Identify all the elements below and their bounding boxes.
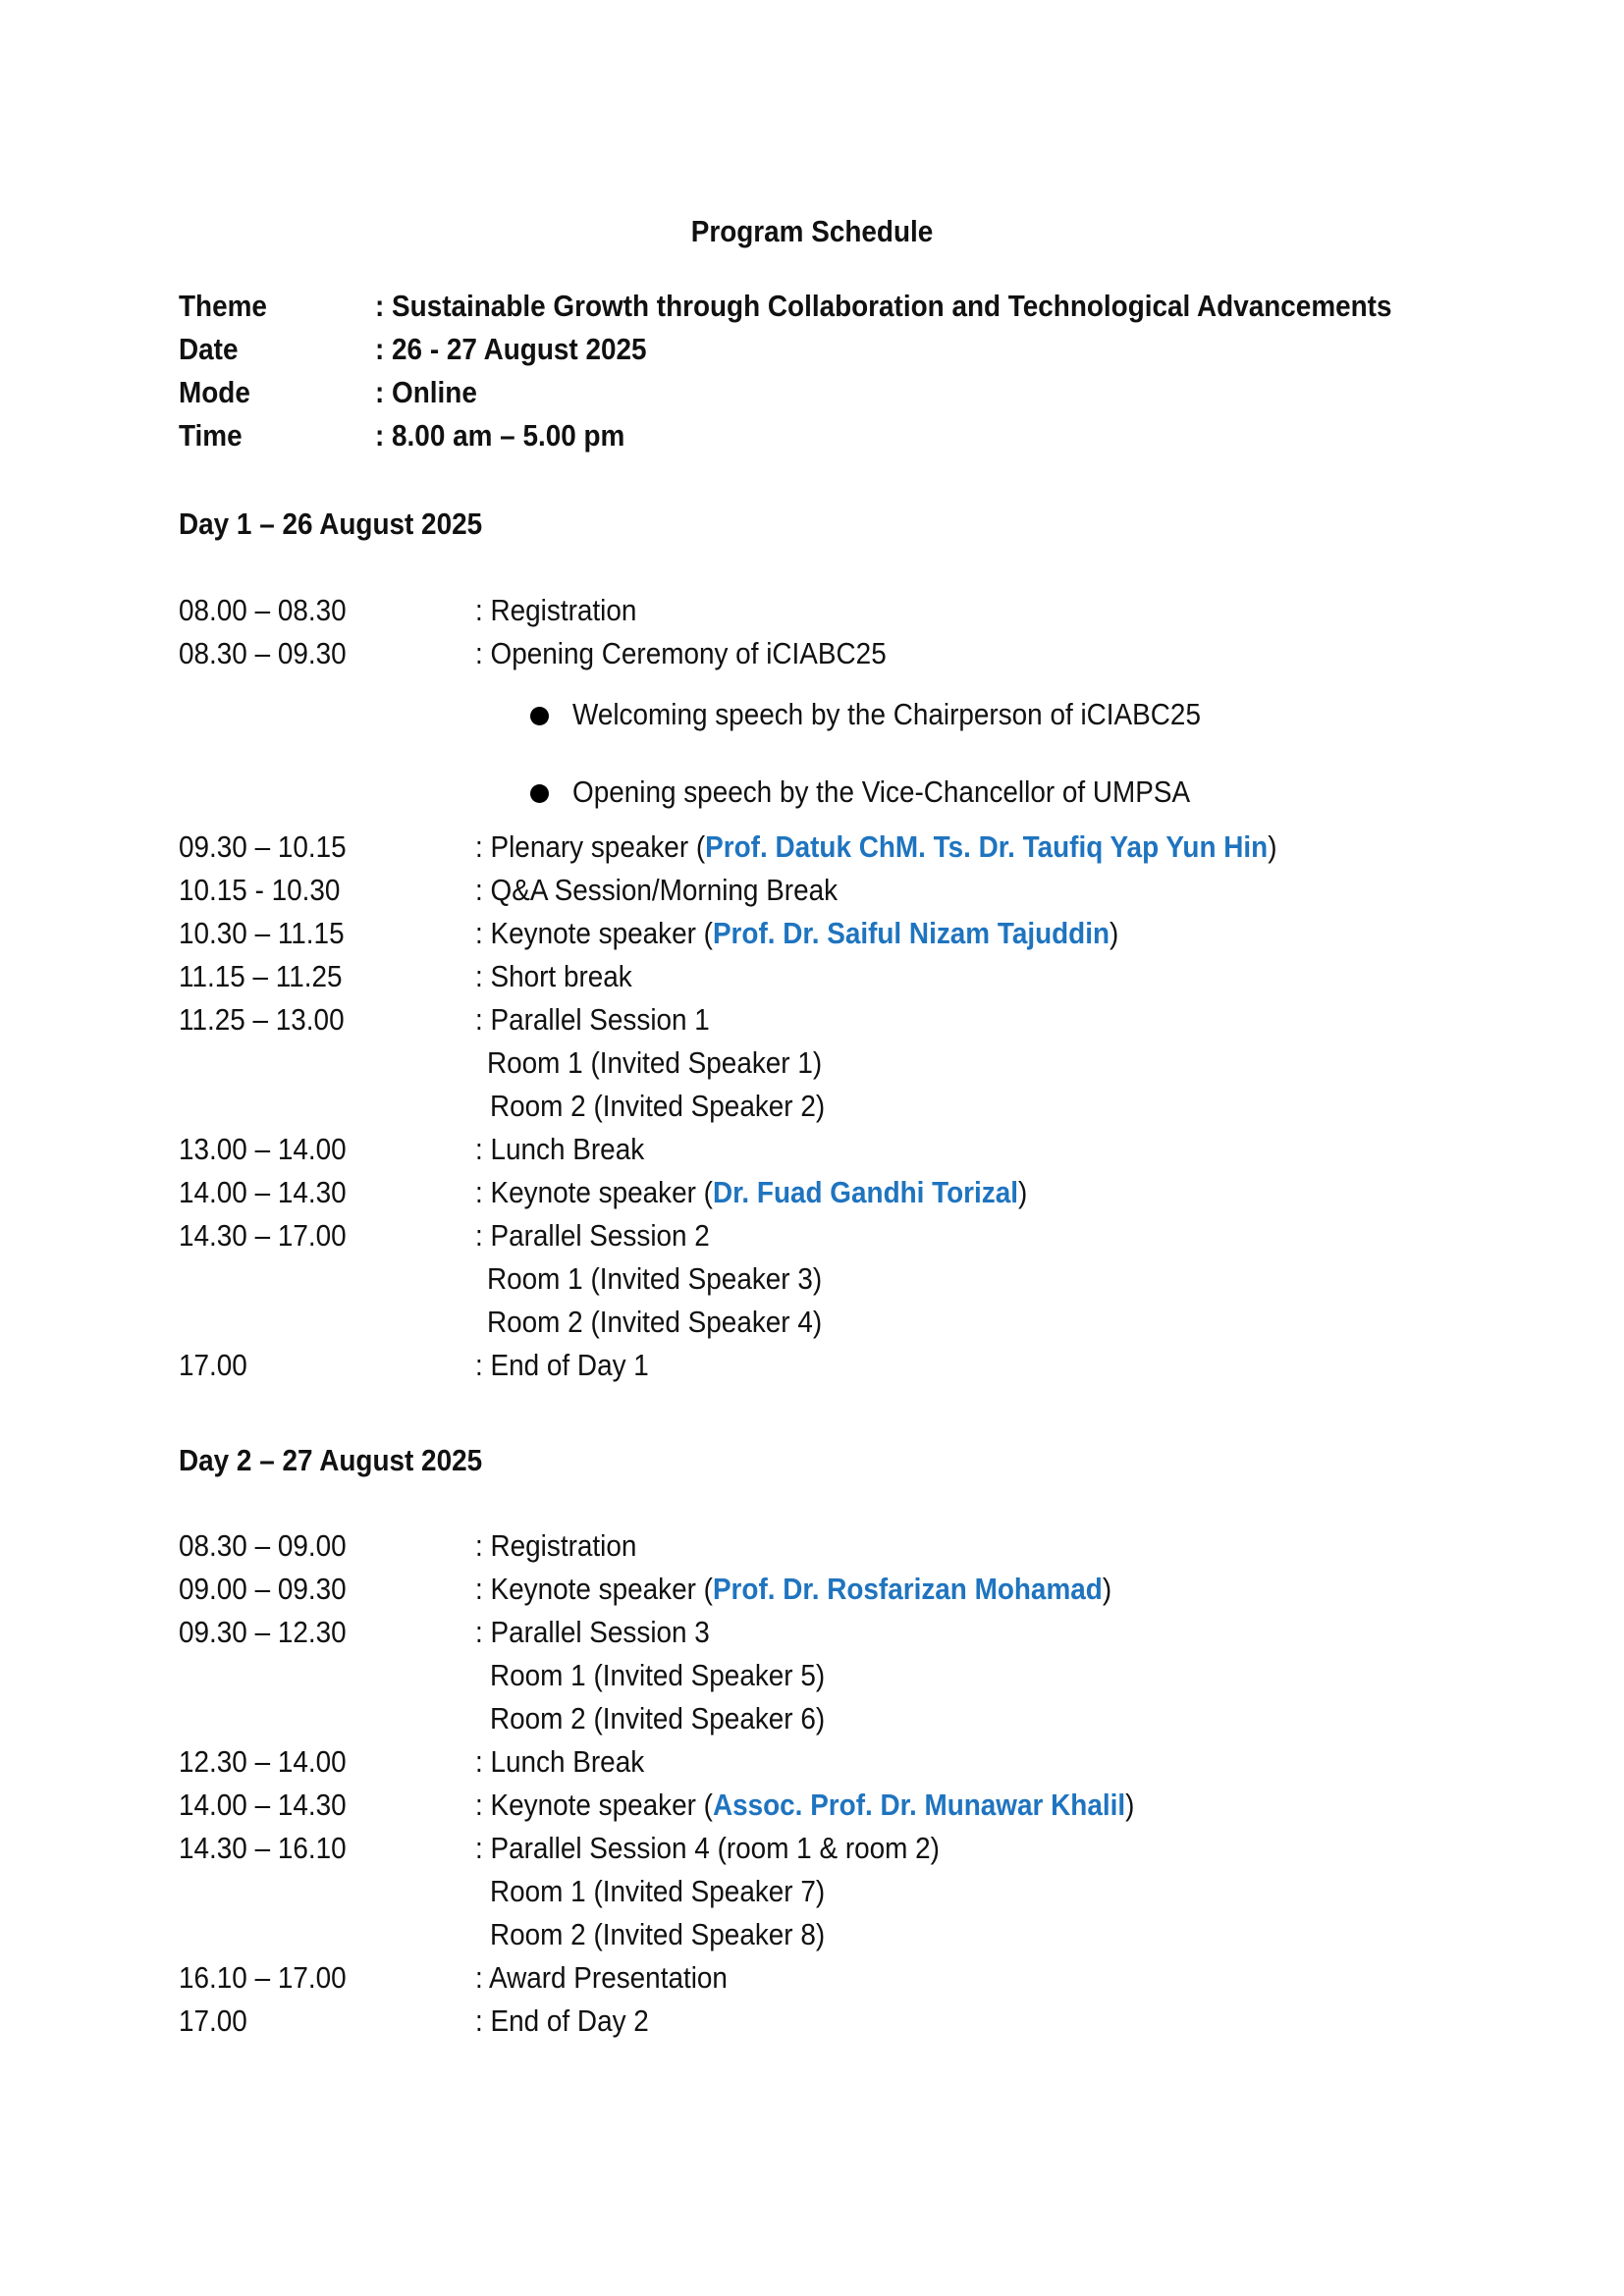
- row-suffix: ): [1018, 1175, 1028, 1209]
- row-time: 09.30 – 12.30: [179, 1615, 347, 1649]
- row-desc: : Parallel Session 2: [475, 1218, 710, 1253]
- bullet-text: Opening speech by the Vice-Chancellor of UMPSA: [572, 774, 1191, 809]
- row-time: 10.30 – 11.15: [179, 916, 345, 950]
- meta-key: Mode: [179, 375, 250, 409]
- row-desc: [475, 1568, 1111, 1611]
- row-time: 10.15 - 10.30: [179, 873, 341, 907]
- row-time: 14.00 – 14.30: [179, 1175, 347, 1209]
- room-item: Room 1 (Invited Speaker 7): [490, 1874, 826, 1908]
- meta-key: Theme: [179, 289, 267, 323]
- page-title: Program Schedule: [690, 214, 934, 248]
- room-item: Room 2 (Invited Speaker 6): [490, 1701, 826, 1735]
- row-desc: : Parallel Session 4 (room 1 & room 2): [475, 1831, 940, 1865]
- row-desc: [475, 912, 1118, 955]
- row-desc: : Opening Ceremony of iCIABC25: [475, 636, 887, 670]
- meta-value: : 8.00 am – 5.00 pm: [375, 418, 625, 453]
- room-item: Room 2 (Invited Speaker 2): [490, 1089, 826, 1123]
- row-time: 09.30 – 10.15: [179, 829, 347, 864]
- row-suffix: ): [1125, 1788, 1135, 1822]
- room-item: Room 1 (Invited Speaker 1): [487, 1045, 823, 1080]
- row-time: 08.30 – 09.00: [179, 1528, 347, 1563]
- bullet-text: Welcoming speech by the Chairperson of iCIABC25: [572, 697, 1201, 731]
- row-time: 12.30 – 14.00: [179, 1744, 347, 1779]
- room-item: Room 1 (Invited Speaker 3): [487, 1261, 823, 1296]
- meta-value: : 26 - 27 August 2025: [375, 332, 647, 366]
- row-time: 08.30 – 09.30: [179, 636, 347, 670]
- row-desc: : Lunch Break: [475, 1744, 645, 1779]
- row-suffix: ): [1102, 1572, 1112, 1606]
- speaker-name: Prof. Datuk ChM. Ts. Dr. Taufiq Yap Yun Hin: [705, 829, 1269, 864]
- speaker-name: Assoc. Prof. Dr. Munawar Khalil: [712, 1788, 1126, 1822]
- row-time: 09.00 – 09.30: [179, 1572, 347, 1606]
- row-desc: : Registration: [475, 1528, 637, 1563]
- meta-key: Date: [179, 332, 239, 366]
- bullet-dot-icon: [530, 784, 549, 803]
- room-item: Room 1 (Invited Speaker 5): [490, 1658, 826, 1692]
- meta-value: : Online: [375, 375, 477, 409]
- row-prefix: : Keynote speaker (: [475, 916, 713, 950]
- row-suffix: ): [1110, 916, 1119, 950]
- speaker-name: Prof. Dr. Rosfarizan Mohamad: [712, 1572, 1103, 1606]
- day2-heading: Day 2 – 27 August 2025: [179, 1443, 483, 1477]
- row-time: 14.00 – 14.30: [179, 1788, 347, 1822]
- row-desc: : Lunch Break: [475, 1132, 645, 1166]
- meta-key: Time: [179, 418, 243, 453]
- row-desc: : End of Day 1: [475, 1348, 649, 1382]
- row-time: 14.30 – 16.10: [179, 1831, 347, 1865]
- row-time: 17.00: [179, 1348, 247, 1382]
- row-time: 08.00 – 08.30: [179, 593, 347, 627]
- row-desc: [475, 1784, 1134, 1827]
- row-prefix: : Keynote speaker (: [475, 1788, 713, 1822]
- room-item: Room 2 (Invited Speaker 4): [487, 1305, 823, 1339]
- speaker-name: Prof. Dr. Saiful Nizam Tajuddin: [712, 916, 1110, 950]
- row-time: 13.00 – 14.00: [179, 1132, 347, 1166]
- row-prefix: : Keynote speaker (: [475, 1175, 713, 1209]
- day1-heading: Day 1 – 26 August 2025: [179, 507, 483, 541]
- row-prefix: : Keynote speaker (: [475, 1572, 713, 1606]
- bullet-dot-icon: [530, 707, 549, 725]
- row-time: 14.30 – 17.00: [179, 1218, 347, 1253]
- row-desc: : Parallel Session 1: [475, 1002, 710, 1037]
- row-desc: : Parallel Session 3: [475, 1615, 710, 1649]
- room-item: Room 2 (Invited Speaker 8): [490, 1917, 826, 1951]
- meta-value: : Sustainable Growth through Collaboration and Technological Advancements: [375, 289, 1392, 323]
- speaker-name: Dr. Fuad Gandhi Torizal: [712, 1175, 1019, 1209]
- row-desc: : Short break: [475, 959, 632, 993]
- row-prefix: : Plenary speaker (: [475, 829, 706, 864]
- row-suffix: ): [1268, 829, 1277, 864]
- row-desc: : Q&A Session/Morning Break: [475, 873, 839, 907]
- row-desc: : Award Presentation: [475, 1960, 728, 1995]
- row-desc: [475, 1171, 1027, 1214]
- row-desc: [475, 826, 1277, 869]
- row-desc: : End of Day 2: [475, 2003, 649, 2038]
- row-time: 17.00: [179, 2003, 247, 2038]
- row-desc: : Registration: [475, 593, 637, 627]
- row-time: 11.15 – 11.25: [179, 959, 343, 993]
- row-time: 16.10 – 17.00: [179, 1960, 347, 1995]
- row-time: 11.25 – 13.00: [179, 1002, 345, 1037]
